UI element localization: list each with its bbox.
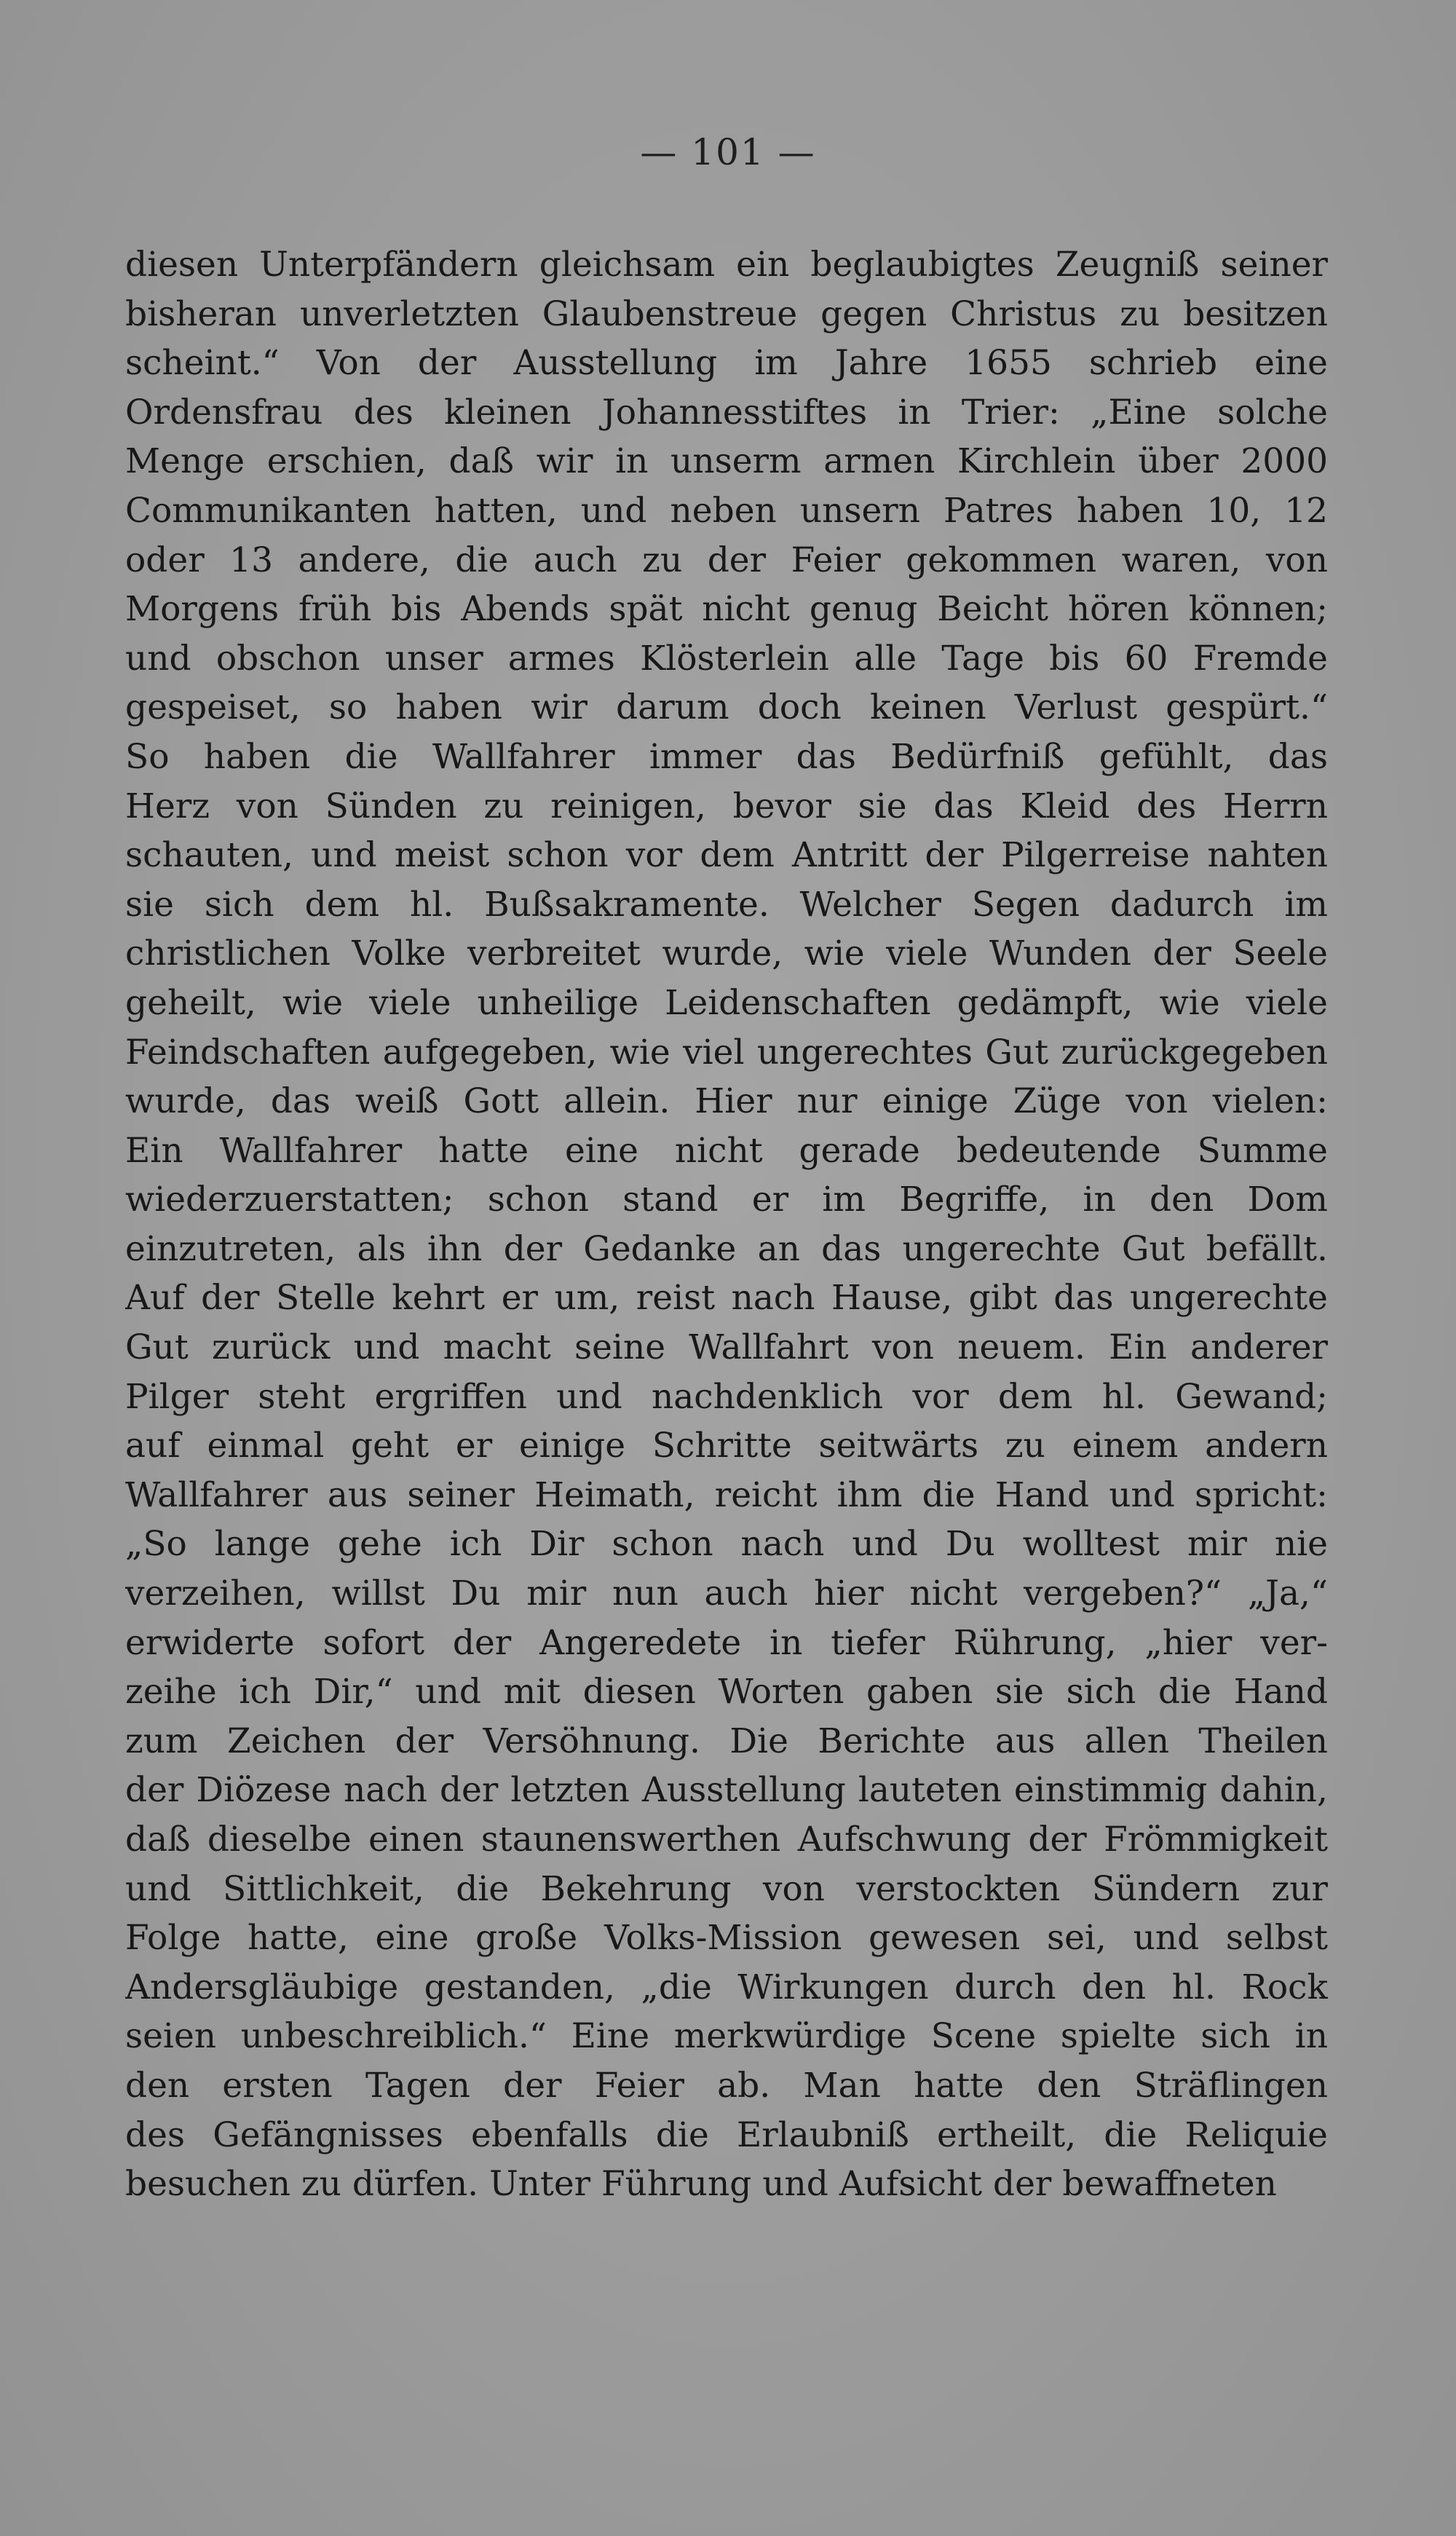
page-number-header: — 101 — [640,131,816,173]
text-line: des Gefängnisses ebenfalls die Erlaubniß ertheilt, die Reliquie [125,2114,1328,2155]
text-line: wiederzuerstatten; schon stand er im Begriffe, in den Dom [125,1180,1328,1220]
text-line: Gut zurück und macht seine Wallfahrt von neuem. Ein anderer [125,1327,1328,1368]
text-line: den ersten Tagen der Feier ab. Man hatte den Sträflingen [125,2065,1328,2106]
text-line: verzeihen, willst Du mir nun auch hier nicht vergeben?“ „Ja,“ [125,1573,1328,1614]
text-line: Feindschaften aufgegeben, wie viel ungerechtes Gut zurückgegeben [125,1032,1328,1073]
text-line: zeihe ich Dir,“ und mit diesen Worten gaben sie sich die Hand [125,1672,1328,1713]
text-line: „So lange gehe ich Dir schon nach und Du wolltest mir nie [125,1524,1328,1565]
text-line: daß dieselbe einen staunenswerthen Aufschwung der Frömmigkeit [125,1820,1328,1860]
text-line: wurde, das weiß Gott allein. Hier nur einige Züge von vielen: [125,1081,1328,1122]
text-line: Herz von Sünden zu reinigen, bevor sie das Kleid des Herrn [125,786,1328,826]
text-line: Ein Wallfahrer hatte eine nicht gerade bedeutende Summe [125,1130,1328,1171]
text-line: geheilt, wie viele unheilige Leidenschaften gedämpft, wie viele [125,982,1328,1023]
text-line: zum Zeichen der Versöhnung. Die Berichte aus allen Theilen [125,1721,1328,1761]
text-line: besuchen zu dürfen. Unter Führung und Aufsicht der bewaffneten [125,2164,1277,2205]
text-line: gespeiset, so haben wir darum doch keinen Verlust gespürt.“ [125,687,1328,728]
text-line: seien unbeschreiblich.“ Eine merkwürdige Scene spielte sich in [125,2016,1328,2057]
text-line: Andersgläubige gestanden, „die Wirkungen durch den hl. Rock [125,1967,1328,2007]
text-line: einzutreten, als ihn der Gedanke an das ungerechte Gut befällt. [125,1228,1328,1269]
text-line: scheint.“ Von der Ausstellung im Jahre 1655 schrieb eine [125,343,1328,384]
text-line: schauten, und meist schon vor dem Antritt der Pilgerreise nahten [125,835,1328,876]
text-line: Folge hatte, eine große Volks-Mission gewesen sei, und selbst [125,1918,1328,1959]
text-line: der Diözese nach der letzten Ausstellung lauteten einstimmig dahin, [125,1770,1328,1811]
text-line: Wallfahrer aus seiner Heimath, reicht ihm die Hand und spricht: [125,1474,1328,1515]
text-line: christlichen Volke verbreitet wurde, wie viele Wunden der Seele [125,933,1328,974]
text-line: sie sich dem hl. Bußsakramente. Welcher Segen dadurch im [125,884,1328,925]
text-line: Pilger steht ergriffen und nachdenklich vor dem hl. Gewand; [125,1376,1328,1417]
text-line: Ordensfrau des kleinen Johannesstiftes in Trier: „Eine solche [125,392,1328,432]
text-line: erwiderte sofort der Angeredete in tiefer Rührung, „hier ver- [125,1622,1328,1663]
text-line: Menge erschien, daß wir in unserm armen Kirchlein über 2000 [125,441,1328,482]
text-line: oder 13 andere, die auch zu der Feier gekommen waren, von [125,540,1328,580]
text-line: Morgens früh bis Abends spät nicht genug Beicht hören können; [125,589,1328,630]
text-line: So haben die Wallfahrer immer das Bedürfniß gefühlt, das [125,736,1328,777]
text-line: und obschon unser armes Klösterlein alle Tage bis 60 Fremde [125,638,1328,679]
text-line: und Sittlichkeit, die Bekehrung von verstockten Sündern zur [125,1868,1328,1909]
text-line: auf einmal geht er einige Schritte seitwärts zu einem andern [125,1426,1328,1466]
text-line: Communikanten hatten, und neben unsern Patres haben 10, 12 [125,490,1328,531]
text-line: Auf der Stelle kehrt er um, reist nach Hause, gibt das ungerechte [125,1278,1328,1319]
body-text [125,240,1328,2209]
text-line: diesen Unterpfändern gleichsam ein beglaubigtes Zeugniß seiner [125,245,1328,285]
text-line: bisheran unverletzten Glaubenstreue gegen Christus zu besitzen [125,293,1328,334]
